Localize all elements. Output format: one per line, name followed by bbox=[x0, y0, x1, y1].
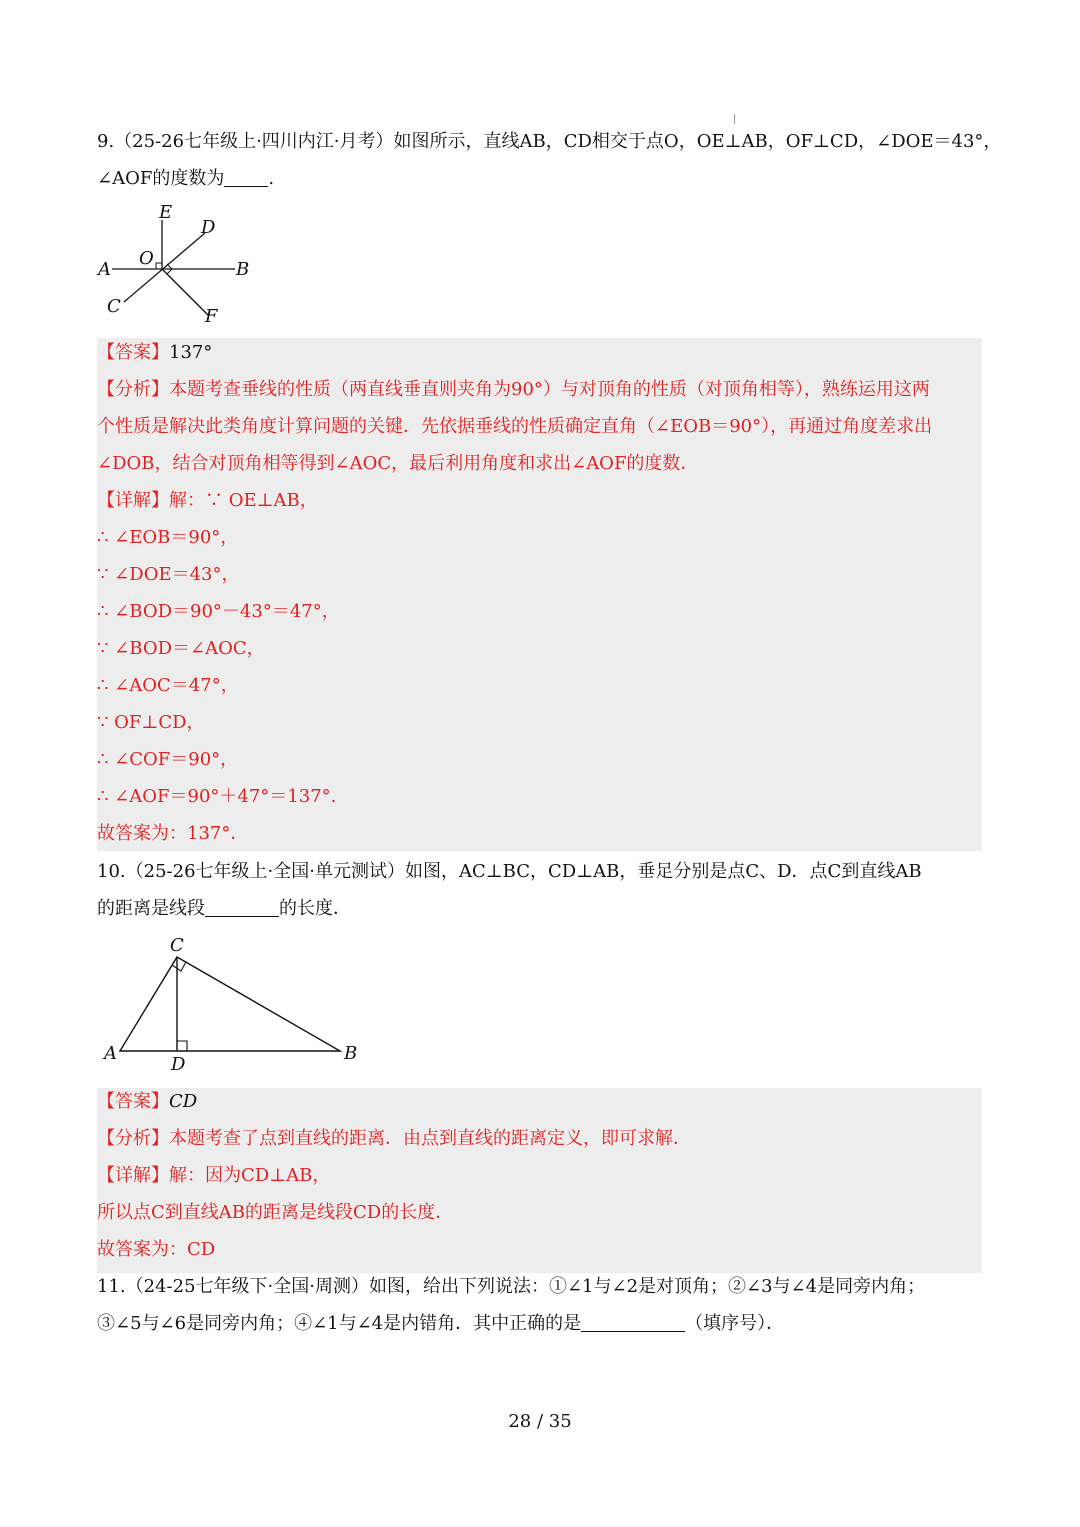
answer-tag: 【答案】 bbox=[97, 342, 169, 363]
detail-tag: 【详解】 bbox=[97, 490, 169, 511]
answer-tag: 【答案】 bbox=[97, 1091, 169, 1112]
label-c: C bbox=[107, 296, 121, 317]
label-d: D bbox=[171, 1054, 186, 1075]
q9-answer: 137° bbox=[169, 342, 213, 363]
label-f: F bbox=[205, 306, 218, 327]
label-c: C bbox=[170, 935, 184, 956]
q10-stem-line1: 10.（25-26七年级上·全国·单元测试）如图，AC⊥BC，CD⊥AB，垂足分别是点C、D．点C到直线AB bbox=[97, 861, 922, 882]
q10-answer-line bbox=[97, 1083, 987, 1120]
q10-final: 故答案为：CD bbox=[97, 1239, 216, 1260]
page-number: 28 / 35 bbox=[508, 1411, 572, 1432]
q11-answer-blank bbox=[581, 1309, 685, 1332]
q9-stem-line1: 9.（25-26七年级上·四川内江·月考）如图所示，直线AB，CD相交于点O，OE⊥AB，OF⊥CD，∠DOE＝43°， bbox=[97, 131, 1002, 152]
q9-analysis-text1: 本题考查垂线的性质（两直线垂直则夹角为90°）与对顶角的性质（对顶角相等），熟练运用这两 bbox=[169, 379, 930, 400]
q10-figure bbox=[98, 932, 368, 1077]
q10-answer: CD bbox=[169, 1091, 198, 1112]
label-b: B bbox=[236, 259, 250, 280]
analysis-tag: 【分析】 bbox=[97, 1128, 169, 1149]
right-angle-mark-d bbox=[177, 1041, 187, 1051]
q10-answer-blank bbox=[205, 894, 279, 917]
q9-step-4: ∵ ∠BOD＝∠AOC， bbox=[97, 638, 265, 659]
q9-stem-text: ∠AOF的度数为 bbox=[97, 168, 225, 189]
q11-stem-end: （填序号）． bbox=[685, 1313, 785, 1334]
q11-stem-line1: 11.（24-25七年级下·全国·周测）如图，给出下列说法：①∠1与∠2是对顶角；②∠3与∠4是同旁内角； bbox=[97, 1276, 926, 1297]
q9-answer-blank bbox=[224, 164, 268, 187]
line-cd bbox=[124, 233, 205, 302]
q10-detail-line bbox=[97, 1157, 987, 1194]
q9-stem-end: . bbox=[268, 168, 275, 189]
q10-stem-end: 的长度． bbox=[279, 898, 351, 919]
q9-figure bbox=[92, 198, 262, 328]
label-b: B bbox=[344, 1043, 358, 1064]
label-a: A bbox=[104, 1043, 117, 1064]
right-angle-mark-eoa bbox=[156, 263, 162, 269]
q9-step-5: ∴ ∠AOC＝47°， bbox=[97, 675, 239, 696]
right-angle-mark-c bbox=[172, 962, 186, 971]
label-d: D bbox=[201, 217, 216, 238]
q11-stem-text: ③∠5与∠6是同旁内角；④∠1与∠4是内错角．其中正确的是 bbox=[97, 1313, 582, 1334]
q9-stem-line2 bbox=[97, 160, 987, 197]
triangle-abc bbox=[120, 957, 340, 1051]
q9-analysis-line2: 个性质是解决此类角度计算问题的关键．先依据垂线的性质确定直角（∠EOB＝90°），再通过角度差求出 bbox=[97, 416, 933, 437]
q9-detail-line bbox=[97, 482, 987, 519]
q10-analysis-text: 本题考查了点到直线的距离．由点到直线的距离定义，即可求解． bbox=[169, 1128, 691, 1149]
q9-final: 故答案为：137°． bbox=[97, 823, 249, 844]
ray-of bbox=[162, 269, 209, 316]
q9-step-8: ∴ ∠AOF＝90°＋47°＝137°. bbox=[97, 786, 337, 807]
q9-analysis-line3: ∠DOB，结合对顶角相等得到∠AOC，最后利用角度和求出∠AOF的度数． bbox=[97, 453, 699, 474]
detail-tag: 【详解】 bbox=[97, 1165, 169, 1186]
q9-analysis-line1 bbox=[97, 371, 987, 408]
q10-detail-first: 解：因为CD⊥AB， bbox=[169, 1165, 331, 1186]
q9-step-1: ∴ ∠EOB＝90°， bbox=[97, 527, 239, 548]
q9-answer-line bbox=[97, 334, 987, 371]
analysis-tag: 【分析】 bbox=[97, 379, 169, 400]
label-e: E bbox=[159, 202, 173, 223]
q9-step-7: ∴ ∠COF＝90°， bbox=[97, 749, 239, 770]
q9-step-3: ∴ ∠BOD＝90°－43°＝47°， bbox=[97, 601, 340, 622]
q10-stem-text: 的距离是线段 bbox=[97, 898, 205, 919]
q9-detail-first: 解：∵ OE⊥AB， bbox=[169, 490, 318, 511]
q9-step-2: ∵ ∠DOE＝43°， bbox=[97, 564, 240, 585]
label-a: A bbox=[98, 259, 111, 280]
q10-analysis-line bbox=[97, 1120, 987, 1157]
q11-stem-line2 bbox=[97, 1305, 987, 1342]
label-o: O bbox=[139, 248, 154, 269]
q9-step-6: ∵ OF⊥CD， bbox=[97, 712, 205, 733]
q10-stem-line2 bbox=[97, 890, 987, 927]
q10-step-1: 所以点C到直线AB的距离是线段CD的长度． bbox=[97, 1202, 454, 1223]
